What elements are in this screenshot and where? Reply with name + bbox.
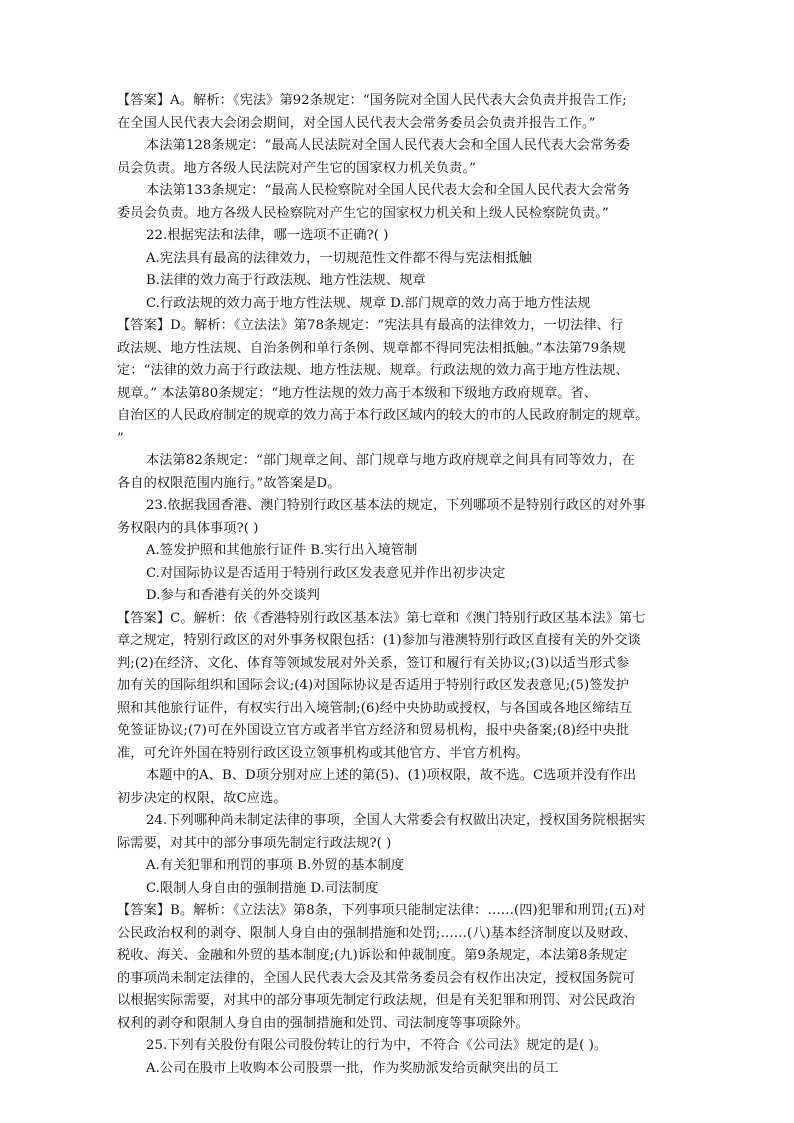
text-line: 本题中的A、B、D项分别对应上述的第(5)、(1)项权限，故不选。C选项并没有作出 — [146, 768, 637, 783]
text-line: 加有关的国际组织和国际会议;(4)对国际协议是否适用于特别行政区发表意见;(5)签发护 — [117, 678, 630, 693]
text-line: 员会负责。地方各级人民法院对产生它的国家权力机关负责。” — [117, 160, 477, 176]
text-line: C.限制人身自由的强制措施 D.司法制度 — [146, 880, 379, 896]
text-line: 规章。” 本法第80条规定：“地方性法规的效力高于本级和下级地方政府规章。省、 — [117, 385, 598, 401]
text-line: D.参与和香港有关的外交谈判 — [146, 588, 320, 603]
text-line: 章之规定，特别行政区的对外事务权限包括：(1)参加与港澳特别行政区直接有关的外交谈 — [117, 633, 641, 648]
text-line: 政法规、地方性法规、自治条例和单行条例、规章都不得同宪法相抵触。”本法第79条规 — [117, 340, 626, 356]
text-line: 【答案】D。解析：《立法法》第78条规定：“宪法具有最高的法律效力，一切法律、行 — [117, 318, 624, 333]
text-line: 本法第128条规定：“最高人民法院对全国人民代表大会和全国人民代表大会常务委 — [146, 138, 631, 153]
text-line: B.法律的效力高于行政法规、地方性法规、规章 — [146, 273, 426, 288]
text-line: 各自的权限范围内施行。”故答案是D。 — [117, 475, 341, 491]
text-line: 【答案】A。解析：《宪法》第92条规定：“国务院对全国人民代表大会负责并报告工作; — [117, 93, 627, 108]
text-line: 税收、海关、金融和外贸的基本制度;(九)诉讼和仲裁制度。第9条规定，本法第8条规定 — [117, 948, 628, 963]
text-line: 24.下列哪种尚未制定法律的事项，全国人大常委会有权做出决定，授权国务院根据实 — [146, 813, 646, 828]
text-line: 【答案】C。解析：依《香港特别行政区基本法》第七章和《澳门特别行政区基本法》第七 — [117, 610, 646, 626]
text-line: 【答案】B。解析：《立法法》第8条，下列事项只能制定法律：……(四)犯罪和刑罚;(五)对 — [117, 903, 646, 918]
text-line: 本法第133条规定：“最高人民检察院对全国人民代表大会和全国人民代表大会常务 — [146, 183, 631, 198]
text-line: 定：“法律的效力高于行政法规、地方性法规、规章。行政法规的效力高于地方性法规、 — [117, 363, 629, 378]
text-line: 照和其他旅行证件，有权实行出入境管制;(6)经中央协助或授权，与各国或各地区缔结互 — [117, 700, 633, 716]
text-line: A.有关犯罪和刑罚的事项 B.外贸的基本制度 — [146, 858, 405, 873]
text-line: C.对国际协议是否适用于特别行政区发表意见并作出初步决定 — [146, 565, 506, 581]
text-line: A.公司在股市上收购本公司股票一批，作为奖励派发给贡献突出的员工 — [146, 1060, 559, 1076]
text-line: A.签发护照和其他旅行证件 B.实行出入境管制 — [146, 543, 418, 558]
text-line: 以根据实际需要，对其中的部分事项先制定行政法规，但是有关犯罪和刑罚、对公民政治 — [117, 993, 636, 1008]
text-line: 委员会负责。地方各级人民检察院对产生它的国家权力机关和上级人民检察院负责。” — [117, 205, 609, 221]
text-line: 准，可允许外国在特别行政区设立领事机构或其他官方、半官方机构。 — [117, 745, 529, 761]
text-line: 务权限内的具体事项?( ) — [117, 520, 259, 536]
text-line: 免签证协议;(7)可在外国设立官方或者半官方经济和贸易机构，报中央备案;(8)经中央批 — [117, 723, 630, 738]
text-line: 23.依据我国香港、澳门特别行政区基本法的规定，下列哪项不是特别行政区的对外事 — [146, 498, 646, 513]
text-line: 的事项尚未制定法律的，全国人民代表大会及其常务委员会有权作出决定，授权国务院可 — [117, 970, 636, 986]
text-line: 判;(2)在经济、文化、体育等领域发展对外关系，签订和履行有关协议;(3)以适当形式参 — [117, 655, 630, 671]
text-line: 际需要，对其中的部分事项先制定行政法规?( ) — [117, 835, 392, 851]
document-page — [117, 90, 677, 1080]
text-line: 在全国人民代表大会闭会期间，对全国人民代表大会常务委员会负责并报告工作。” — [117, 115, 596, 131]
text-line: 25.下列有关股份有限公司股份转让的行为中，不符合《公司法》规定的是( )。 — [146, 1038, 608, 1053]
text-line: 22.根据宪法和法律，哪一选项不正确?( ) — [146, 228, 389, 243]
text-line: 初步决定的权限，故C应选。 — [117, 790, 287, 806]
text-line: ” — [117, 430, 124, 446]
text-line: 公民政治权利的剥夺、限制人身自由的强制措施和处罚;……(八)基本经济制度以及财政、 — [117, 925, 637, 941]
text-line: 自治区的人民政府制定的规章的效力高于本行政区域内的较大的市的人民政府制定的规章。 — [117, 408, 649, 423]
text-line: 权利的剥夺和限制人身自由的强制措施和处罚、司法制度等事项除外。 — [117, 1015, 529, 1031]
text-line: 本法第82条规定：“部门规章之间、部门规章与地方政府规章之间具有同等效力，在 — [146, 453, 635, 468]
text-line: C.行政法规的效力高于地方性法规、规章 D.部门规章的效力高于地方性法规 — [146, 295, 591, 311]
text-line: A.宪法具有最高的法律效力，一切规范性文件都不得与宪法相抵触 — [146, 250, 532, 266]
